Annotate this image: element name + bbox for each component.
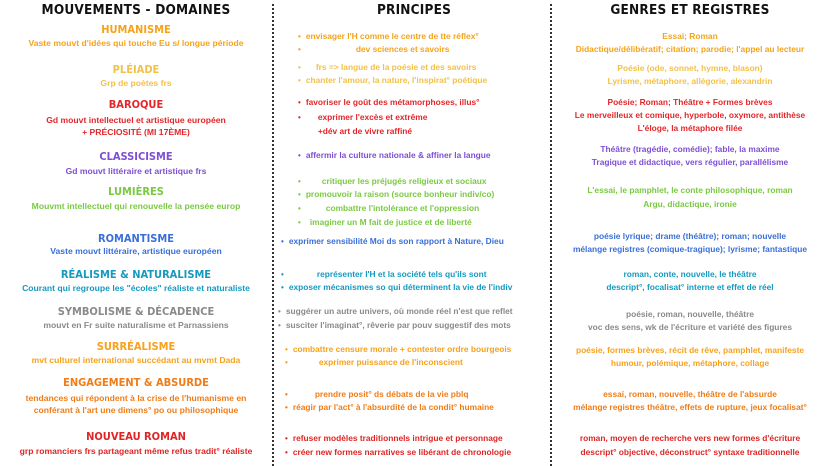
- genre-pleiade-2: Lyrisme, métaphore, allégorie, alexandrin: [607, 76, 773, 86]
- header-mouvements: MOUVEMENTS - DOMAINES: [41, 2, 231, 18]
- genre-pleiade-1: Poésie (ode, sonnet, hymne, blason): [617, 63, 763, 73]
- genre-symbolisme-1: poésie, roman, nouvelle, théâtre: [626, 309, 754, 319]
- movement-desc-baroque: Gd mouvt intellectuel et artistique européen: [46, 115, 226, 125]
- header-principes: PRINCIPES: [376, 2, 452, 18]
- principle-pleiade-1: • frs => langue de la poésie et des savoirs: [298, 62, 477, 72]
- genre-realisme-2: descript°, focalisat° interne et effet de réel: [606, 282, 774, 292]
- movement-title-nouveau-roman: NOUVEAU ROMAN: [86, 430, 186, 443]
- movement-title-humanisme: HUMANISME: [101, 23, 171, 36]
- genre-realisme-1: roman, conte, nouvelle, le théâtre: [623, 269, 757, 279]
- principle-lumieres-1: • critiquer les préjugés religieux et sociaux: [298, 176, 487, 186]
- movement-title-baroque: BAROQUE: [108, 98, 164, 111]
- movement-desc-lumieres: Mouvmt intellectuel qui renouvelle la pensée europ: [31, 201, 241, 211]
- movement-title-surrealisme: SURRÉALISME: [96, 340, 176, 353]
- principle-realisme-1: • représenter l'H et la société tels qu'ils sont: [281, 269, 487, 279]
- genre-classicisme-1: Théâtre (tragédie, comédie); fable, la maxime: [600, 144, 780, 154]
- movement-desc-humanisme: Vaste mouvt d'idées qui touche Eu s/ longue période: [28, 38, 244, 48]
- movement-title-pleiade: PLÉIADE: [112, 63, 160, 76]
- movement-desc-engagement-2: conférant à l'art une dimens° po ou philosophique: [33, 405, 239, 415]
- column-divider-left: [272, 4, 274, 466]
- genre-baroque-2: Le merveilleux et comique, hyperbole, oxymore, antithèse: [574, 110, 806, 120]
- movement-desc-nouveau-roman: grp romanciers frs partageant même refus tradit° réaliste: [19, 446, 253, 456]
- movement-title-romantisme: ROMANTISME: [98, 232, 174, 245]
- genre-romantisme-2: mélange registres (comique-tragique); lyrisme; fantastique: [572, 244, 808, 254]
- genre-symbolisme-2: voc des sens, wk de l'écriture et variété des figures: [587, 322, 792, 332]
- movement-title-classicisme: CLASSICISME: [99, 150, 173, 163]
- principle-baroque-2: • exprimer l'excès et extrême: [298, 112, 428, 122]
- principle-classicisme-1: • affermir la culture nationale & affiner la langue: [298, 150, 491, 160]
- genre-humanisme-2: Didactique/délibératif; citation; parodie; l'appel au lecteur: [575, 44, 805, 54]
- principle-nouveau-roman-1: • refuser modèles traditionnels intrigue et personnage: [285, 433, 503, 443]
- header-genres: GENRES ET REGISTRES: [610, 2, 770, 18]
- genre-engagement-1: essai, roman, nouvelle, théâtre de l'absurde: [603, 389, 777, 399]
- genre-romantisme-1: poésie lyrique; drame (théâtre); roman; nouvelle: [593, 231, 787, 241]
- genre-engagement-2: mélange registres théâtre, effets de rupture, jeux focalisat°: [573, 402, 807, 412]
- movement-title-lumieres: LUMIÈRES: [108, 185, 164, 198]
- principle-baroque-3: +dév art de vivre raffiné: [317, 126, 413, 136]
- movement-title-realisme: RÉALISME & NATURALISME: [60, 268, 212, 281]
- principle-humanisme-2: • dev sciences et savoirs: [298, 44, 450, 54]
- genre-lumieres-1: L'essai, le pamphlet, le conte philosophique, roman: [587, 185, 793, 195]
- genre-surrealisme-1: poésie, formes brèves, récit de rêve, pamphlet, manifeste: [575, 345, 805, 355]
- genre-baroque-3: L'éloge, la métaphore filée: [637, 123, 743, 133]
- principle-realisme-2: • exposer mécanismes so qui déterminent la vie de l'indiv: [281, 282, 513, 292]
- movement-desc-pleiade: Grp de poètes frs: [100, 78, 172, 88]
- genre-nouveau-roman-1: roman, moyen de recherche vers new formes d'écriture: [579, 433, 801, 443]
- principle-engagement-2: • réagir par l'act° à l'absurdité de la condit° humaine: [285, 402, 494, 412]
- movement-desc-classicisme: Gd mouvt littéraire et artistique frs: [65, 166, 207, 176]
- principle-pleiade-2: • chanter l'amour, la nature, l'inspirat° poétique: [298, 75, 488, 85]
- genre-humanisme-1: Essai; Roman: [662, 31, 718, 41]
- principle-romantisme-1: • exprimer sensibilité Moi ds son rapport à Nature, Dieu: [281, 236, 504, 246]
- genre-surrealisme-2: humour, polémique, métaphore, collage: [610, 358, 770, 368]
- movement-desc-realisme: Courant qui regroupe les "écoles" réaliste et naturaliste: [22, 283, 250, 293]
- principle-symbolisme-2: • susciter l'imaginat°, rêverie par pouv suggestif des mots: [278, 320, 511, 330]
- movement-desc-romantisme: Vaste mouvt littéraire, artistique européen: [50, 246, 222, 256]
- genre-nouveau-roman-2: descript° objective, déconstruct° syntaxe traditionnelle: [580, 447, 800, 457]
- principle-lumieres-4: • imaginer un M fait de justice et de liberté: [298, 217, 472, 227]
- principle-symbolisme-1: • suggérer un autre univers, où monde réel n'est que reflet: [278, 306, 513, 316]
- genre-classicisme-2: Tragique et didactique, vers régulier, parallélisme: [591, 157, 789, 167]
- movement-title-symbolisme: SYMBOLISME & DÉCADENCE: [57, 305, 215, 318]
- principle-lumieres-3: • combattre l'intolérance et l'oppression: [298, 203, 480, 213]
- movement-desc-surrealisme: mvt culturel international succédant au mvmt Dada: [31, 355, 241, 365]
- genre-lumieres-2: Argu, didactique, ironie: [643, 199, 737, 209]
- movement-desc-baroque-preciosite: + PRÉCIOSITÉ (MI 17ÈME): [82, 127, 190, 137]
- movement-desc-engagement: tendances qui répondent à la crise de l'humanisme en: [25, 393, 247, 403]
- principle-nouveau-roman-2: • créer new formes narratives se libérant de chronologie: [285, 447, 512, 457]
- movement-desc-symbolisme: mouvt en Fr suite naturalisme et Parnassiens: [43, 320, 229, 330]
- principle-surrealisme-2: • exprimer puissance de l'inconscient: [285, 357, 463, 367]
- principle-baroque-1: • favoriser le goût des métamorphoses, illus°: [298, 97, 480, 107]
- genre-baroque-1: Poésie; Roman; Théâtre + Formes brèves: [607, 97, 773, 107]
- principle-engagement-1: • prendre posit° ds débats de la vie pblq: [285, 389, 469, 399]
- movement-title-engagement: ENGAGEMENT & ABSURDE: [63, 376, 209, 389]
- principle-humanisme-1: • envisager l'H comme le centre de tte réflex°: [298, 31, 479, 41]
- principle-surrealisme-1: • combattre censure morale + contester ordre bourgeois: [285, 344, 512, 354]
- principle-lumieres-2: • promouvoir la raison (source bonheur indiv/co): [298, 189, 495, 199]
